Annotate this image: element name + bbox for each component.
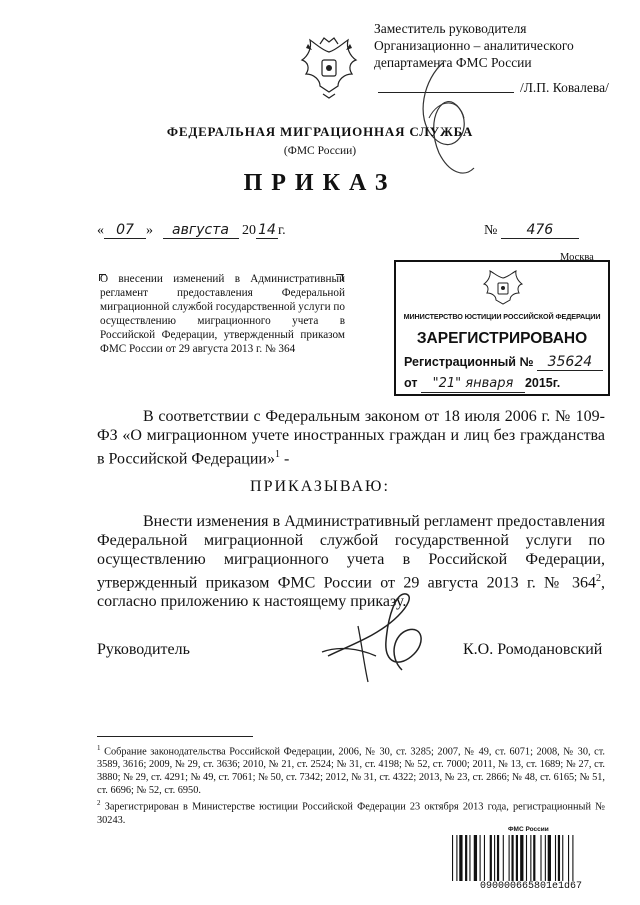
handwritten-signature xyxy=(318,586,438,686)
order-month: августа xyxy=(163,222,239,239)
directive-text: Внести изменения в Административный регламент предоставления Федеральной миграционной службой государственной услуги по осуществлению миграционного учета в Российской Федерации, утвержденный приказом ФМС России от 29 августа 2013 г. № 364 xyxy=(97,513,605,592)
coat-of-arms-emblem xyxy=(298,34,360,100)
stamp-regnum-label: Регистрационный № xyxy=(404,355,534,369)
order-year: 14 xyxy=(256,222,278,239)
stamp-regnum-value: 35624 xyxy=(537,354,603,371)
footnote-1 xyxy=(97,742,605,797)
stamp-ministry: МИНИСТЕРСТВО ЮСТИЦИИ РОССИЙСКОЙ ФЕДЕРАЦИИ xyxy=(403,312,601,321)
stamp-date-value: "21" января xyxy=(421,376,525,393)
order-date xyxy=(97,222,286,239)
footnote-ref-1: 1 xyxy=(274,449,280,460)
order-word: ПРИКАЗЫВАЮ: xyxy=(250,478,390,495)
agency-short-name: (ФМС России) xyxy=(283,145,357,157)
stamp-date-label: от xyxy=(404,376,418,390)
preamble-paragraph xyxy=(97,407,605,468)
city: Москва xyxy=(560,252,594,263)
signatory-name: К.О. Ромодановский xyxy=(463,641,603,658)
footnote-2 xyxy=(97,797,605,826)
order-year-prefix: 20 xyxy=(242,223,256,238)
stamp-date-year: 2015г. xyxy=(524,376,561,390)
order-day: 07 xyxy=(104,222,146,239)
stamp-registration-number xyxy=(404,354,603,371)
order-subject: О внесении изменений в Административный регламент предоставления Федеральной миграционной службой государственной услуги по осуществлению миграционного учета в Российской Федерации, утвержденный приказом ФМС России от 29 августа 2013 г. № 364 xyxy=(100,273,345,355)
directive-end: , согласно приложению к настоящему приказу. xyxy=(97,574,605,611)
preamble-end: - xyxy=(279,450,290,468)
footnote-ref-2: 2 xyxy=(596,573,601,584)
stamp-emblem-icon xyxy=(481,268,525,308)
approval-line-2: Организационно – аналитического xyxy=(374,38,574,53)
approval-signature xyxy=(404,58,480,188)
barcode xyxy=(452,835,610,881)
approver-name: /Л.П. Ковалева/ xyxy=(520,80,609,95)
order-number xyxy=(484,222,579,239)
stamp-date xyxy=(404,376,560,393)
footnote-1-mark: 1 xyxy=(97,744,101,752)
stamp-registered: ЗАРЕГИСТРИРОВАНО xyxy=(416,330,588,347)
order-number-value: 476 xyxy=(501,222,579,239)
footnote-1-text: Собрание законодательства Российской Федерации, 2006, № 30, ст. 3285; 2007, № 49, ст. 6071; 2008, № 30, ст. 3589, 3616; 2009, № 29, ст. 3636; 2010, № 21, ст. 2524; № 31, ст. 4198; № 52, ст. 7000; 2011, № 13, ст. 1689; № 27, ст. 3880; № 29, ст. 4291; № 49, ст. 7061; № 50, ст. 7342; 2012, № 31, ст. 4322; 2013, № 23, ст. 2866; № 48, ст. 6165; № 51, ст. 6696; № 52, ст. 6950. xyxy=(97,746,605,797)
order-number-prefix: № xyxy=(484,223,498,238)
preamble-text: В соответствии с Федеральным законом от 18 июля 2006 г. № 109-ФЗ «О миграционном учете иностранных граждан и лиц без гражданства в Российской Федерации» xyxy=(97,408,605,468)
footnote-2-mark: 2 xyxy=(97,799,101,808)
date-quote-open: « xyxy=(97,223,104,238)
approval-line-3: департамента ФМС России xyxy=(374,55,532,70)
document-type-title: ПРИКАЗ xyxy=(243,170,397,196)
footnotes xyxy=(97,742,605,827)
barcode-code: 090000665801e1d67 xyxy=(479,881,583,892)
date-quote-close: » xyxy=(146,223,153,238)
agency-name: ФЕДЕРАЛЬНАЯ МИГРАЦИОННАЯ СЛУЖБА xyxy=(166,124,474,139)
barcode-brand: ФМС России xyxy=(508,826,549,833)
footnote-2-text: Зарегистрирован в Министерстве юстиции Российской Федерации 23 октября 2013 года, регистрационный № 30243. xyxy=(97,801,605,826)
order-year-suffix: г. xyxy=(278,223,286,238)
footnote-divider xyxy=(97,736,253,737)
approval-line-1: Заместитель руководителя xyxy=(374,21,527,36)
registration-stamp xyxy=(394,260,610,396)
signatory-role: Руководитель xyxy=(97,641,190,658)
